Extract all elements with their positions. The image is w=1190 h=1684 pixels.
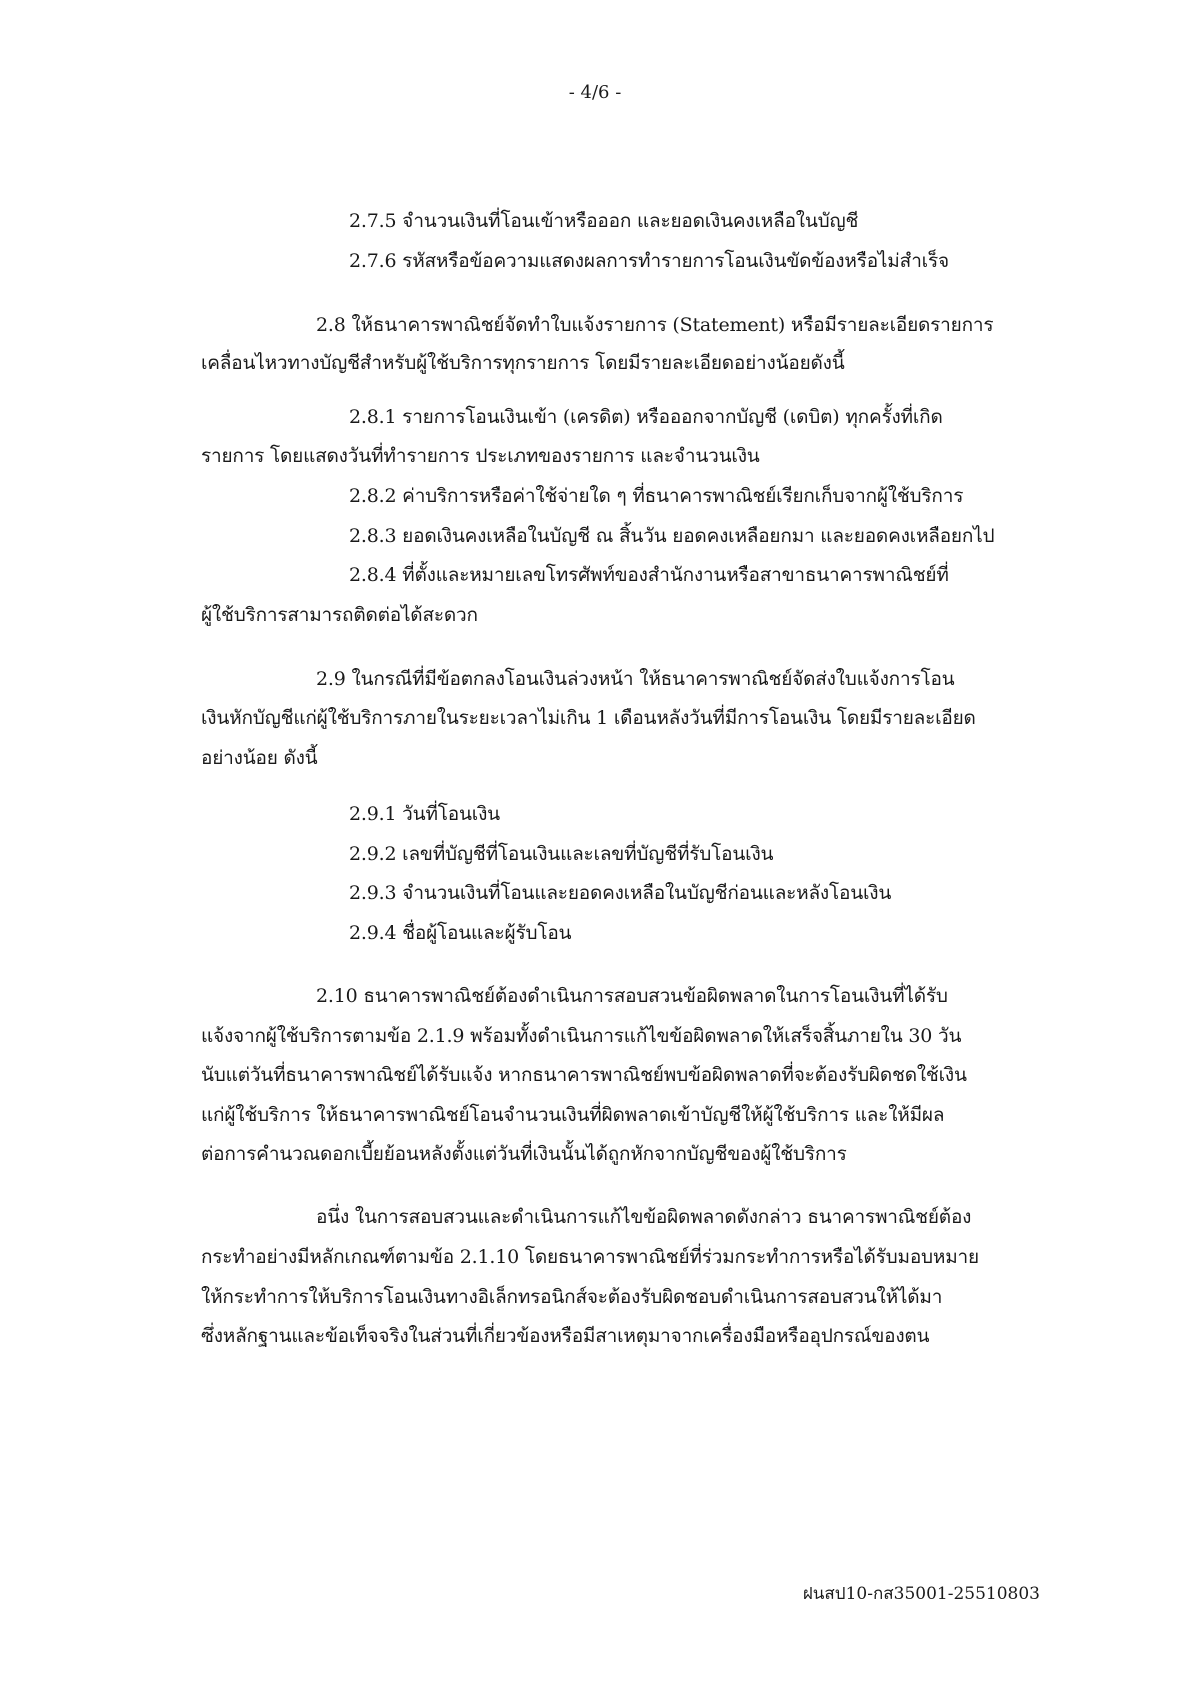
final-paragraph-line-3: ให้กระทำการให้บริการโอนเงินทางอิเล็กทรอนิกส์จะต้องรับผิดชอบดำเนินการสอบสวนให้ได้มา bbox=[201, 1286, 943, 1308]
section-2-10-line-2: แจ้งจากผู้ใช้บริการตามข้อ 2.1.9 พร้อมทั้งดำเนินการแก้ไขข้อผิดพลาดให้เสร็จสิ้นภายใน 30 วัน bbox=[201, 1025, 962, 1047]
section-2-10-line-1: 2.10 ธนาคารพาณิชย์ต้องดำเนินการสอบสวนข้อผิดพลาดในการโอนเงินที่ได้รับ bbox=[316, 985, 948, 1007]
item-2-9-2: 2.9.2 เลขที่บัญชีที่โอนเงินและเลขที่บัญชีที่รับโอนเงิน bbox=[349, 843, 774, 865]
section-2-9-line-3: อย่างน้อย ดังนี้ bbox=[201, 747, 318, 769]
item-2-8-2: 2.8.2 ค่าบริการหรือค่าใช้จ่ายใด ๆ ที่ธนาคารพาณิชย์เรียกเก็บจากผู้ใช้บริการ bbox=[349, 485, 964, 507]
section-2-8-line-1: 2.8 ให้ธนาคารพาณิชย์จัดทำใบแจ้งรายการ (Statement) หรือมีรายละเอียดรายการ bbox=[316, 314, 994, 336]
section-2-9-line-1: 2.9 ในกรณีที่มีข้อตกลงโอนเงินล่วงหน้า ให้ธนาคารพาณิชย์จัดส่งใบแจ้งการโอน bbox=[316, 668, 955, 690]
page-number: - 4/6 - bbox=[568, 82, 622, 103]
final-paragraph-line-2: กระทำอย่างมีหลักเกณฑ์ตามข้อ 2.1.10 โดยธนาคารพาณิชย์ที่ร่วมกระทำการหรือได้รับมอบหมาย bbox=[201, 1246, 979, 1268]
item-2-9-3: 2.9.3 จำนวนเงินที่โอนและยอดคงเหลือในบัญชีก่อนและหลังโอนเงิน bbox=[349, 882, 892, 904]
item-2-9-1: 2.9.1 วันที่โอนเงิน bbox=[349, 803, 500, 825]
final-paragraph-line-1: อนึ่ง ในการสอบสวนและดำเนินการแก้ไขข้อผิดพลาดดังกล่าว ธนาคารพาณิชย์ต้อง bbox=[316, 1206, 972, 1228]
item-2-8-1-line-2: รายการ โดยแสดงวันที่ทำรายการ ประเภทของรายการ และจำนวนเงิน bbox=[201, 445, 760, 467]
section-2-10-line-5: ต่อการคำนวณดอกเบี้ยย้อนหลังตั้งแต่วันที่เงินนั้นได้ถูกหักจากบัญชีของผู้ใช้บริการ bbox=[201, 1143, 847, 1165]
final-paragraph-line-4: ซึ่งหลักฐานและข้อเท็จจริงในส่วนที่เกี่ยวข้องหรือมีสาเหตุมาจากเครื่องมือหรืออุปกรณ์ของตน bbox=[201, 1325, 930, 1347]
item-2-7-5: 2.7.5 จำนวนเงินที่โอนเข้าหรือออก และยอดเงินคงเหลือในบัญชี bbox=[349, 210, 859, 232]
item-2-8-1-line-1: 2.8.1 รายการโอนเงินเข้า (เครดิต) หรือออกจากบัญชี (เดบิต) ทุกครั้งที่เกิด bbox=[349, 406, 943, 428]
item-2-8-3: 2.8.3 ยอดเงินคงเหลือในบัญชี ณ สิ้นวัน ยอดคงเหลือยกมา และยอดคงเหลือยกไป bbox=[349, 525, 995, 547]
section-2-8-line-2: เคลื่อนไหวทางบัญชีสำหรับผู้ใช้บริการทุกรายการ โดยมีรายละเอียดอย่างน้อยดังนี้ bbox=[201, 352, 845, 374]
item-2-9-4: 2.9.4 ชื่อผู้โอนและผู้รับโอน bbox=[349, 922, 572, 944]
section-2-10-line-3: นับแต่วันที่ธนาคารพาณิชย์ได้รับแจ้ง หากธนาคารพาณิชย์พบข้อผิดพลาดที่จะต้องรับผิดชดใช้เงิน bbox=[201, 1064, 967, 1086]
item-2-7-6: 2.7.6 รหัสหรือข้อความแสดงผลการทำรายการโอนเงินขัดข้องหรือไม่สำเร็จ bbox=[349, 250, 949, 272]
footer-document-code: ฝนสป10-กส35001-25510803 bbox=[802, 1584, 1040, 1604]
section-2-9-line-2: เงินหักบัญชีแก่ผู้ใช้บริการภายในระยะเวลาไม่เกิน 1 เดือนหลังวันที่มีการโอนเงิน โดยมีรายละเอียด bbox=[201, 707, 976, 729]
item-2-8-4-line-2: ผู้ใช้บริการสามารถติดต่อได้สะดวก bbox=[201, 604, 478, 626]
item-2-8-4-line-1: 2.8.4 ที่ตั้งและหมายเลขโทรศัพท์ของสำนักงานหรือสาขาธนาคารพาณิชย์ที่ bbox=[349, 564, 949, 586]
section-2-10-line-4: แก่ผู้ใช้บริการ ให้ธนาคารพาณิชย์โอนจำนวนเงินที่ผิดพลาดเข้าบัญชีให้ผู้ใช้บริการ และให้มีผล bbox=[201, 1104, 945, 1126]
